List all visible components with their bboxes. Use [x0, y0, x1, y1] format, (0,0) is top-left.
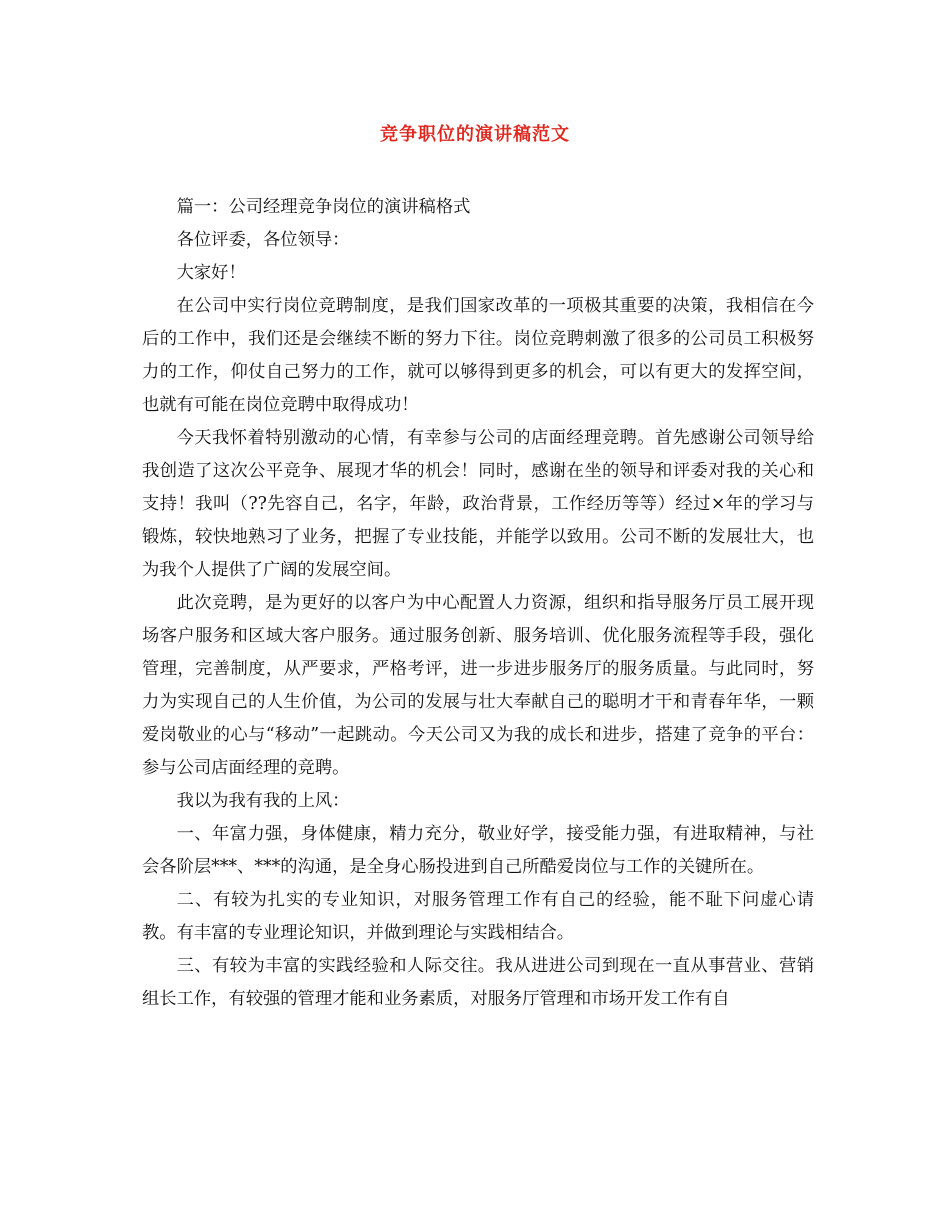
document-body: [142, 191, 814, 1016]
paragraph: 三、有较为丰富的实践经验和人际交往。我从进进公司到现在一直从事营业、营销组长工作，有较强的管理才能和业务素质，对服务厅管理和市场开发工作有自: [142, 956, 814, 1009]
paragraph: 此次竞聘，是为更好的以客户为中心配置人力资源，组织和指导服务厅员工展开现场客户服务和区域大客户服务。通过服务创新、服务培训、优化服务流程等手段，强化管理，完善制度，从严要求，严格考评，进一步进步服务厅的服务质量。与此同时，努力为实现自己的人生价值，为公司的发展与壮大奉献自己的聪明才干和青春年华，一颗爱岗敬业的心与“移动”一起跳动。今天公司又为我的成长和进步，搭建了竞争的平台：参与公司店面经理的竞聘。: [142, 593, 814, 778]
paragraph: 在公司中实行岗位竞聘制度，是我们国家改革的一项极其重要的决策，我相信在今后的工作中，我们还是会继续不断的努力下往。岗位竞聘刺激了很多的公司员工积极努力的工作，仰仗自己努力的工作，就可以够得到更多的机会，可以有更大的发挥空间，也就有可能在岗位竞聘中取得成功！: [142, 296, 814, 415]
paragraph: 篇一：公司经理竞争岗位的演讲稿格式: [176, 197, 471, 217]
paragraph: 今天我怀着特别激动的心情，有幸参与公司的店面经理竞聘。首先感谢公司领导给我创造了这次公平竞争、展现才华的机会！同时，感谢在坐的领导和评委对我的关心和支持！我叫（??先容自己，名字，年龄，政治背景，工作经历等等）经过×年的学习与锻炼，较快地熟习了业务，把握了专业技能，并能学以致用。公司不断的发展壮大，也为我个人提供了广阔的发展空间。: [142, 428, 814, 580]
document-title: 竞争职位的演讲稿范文: [380, 124, 570, 145]
paragraph: 大家好！: [176, 263, 246, 283]
paragraph: 我以为我有我的上风：: [176, 791, 350, 811]
paragraph: 二、有较为扎实的专业知识，对服务管理工作有自己的经验，能不耻下问虚心请教。有丰富的专业理论知识，并做到理论与实践相结合。: [142, 890, 814, 943]
paragraph: 一、年富力强，身体健康，精力充分，敬业好学，接受能力强，有进取精神，与社会各阶层***、***的沟通，是全身心肠投进到自己所酷爱岗位与工作的关键所在。: [142, 824, 814, 877]
paragraph: 各位评委，各位领导：: [176, 230, 350, 250]
